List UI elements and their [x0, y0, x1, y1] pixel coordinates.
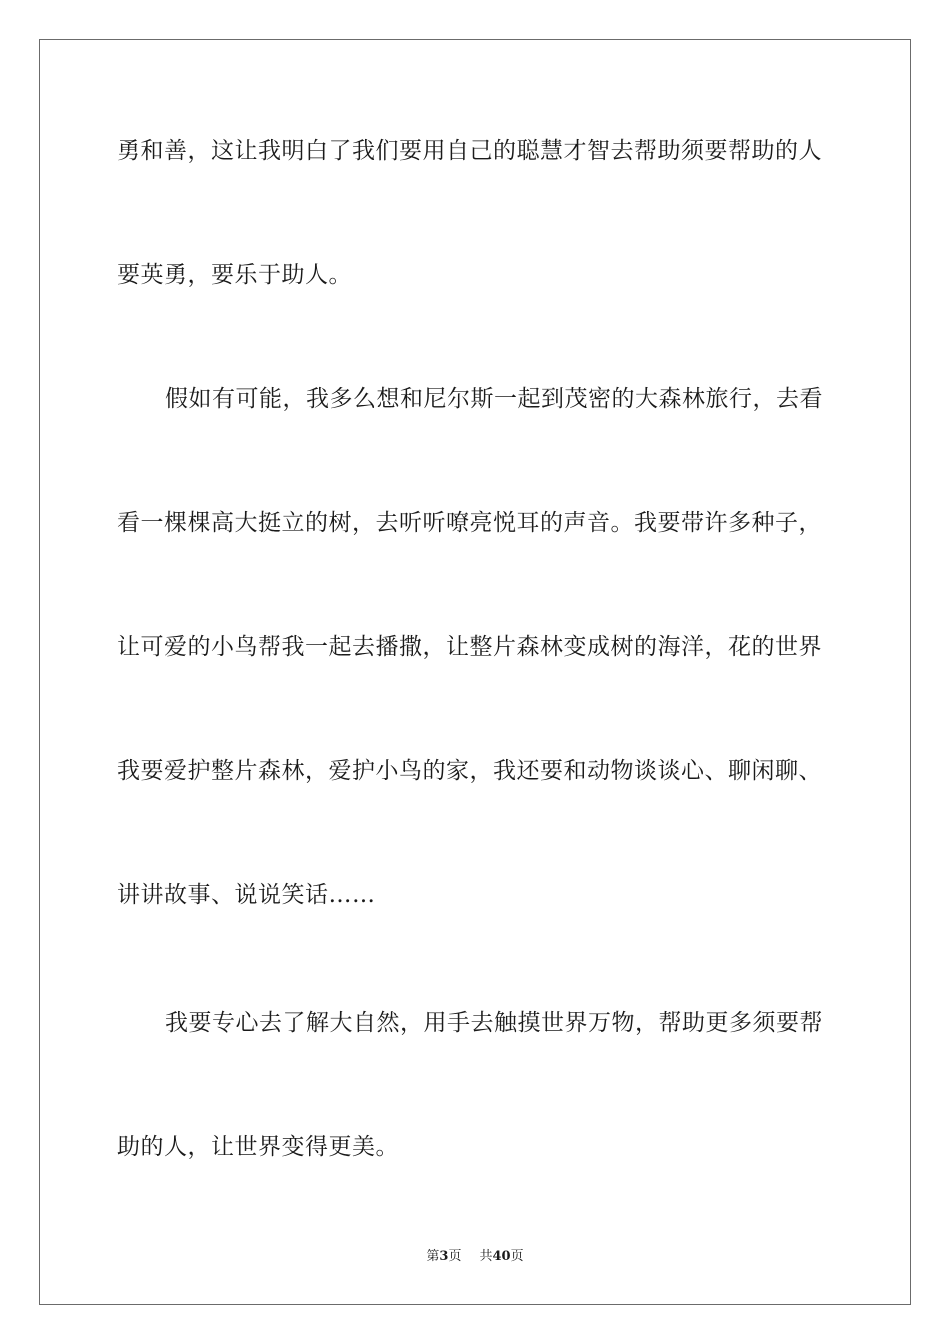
footer-page-suffix: 页 [448, 1249, 462, 1264]
paragraph-2-line-4: 我要爱护整片森林，爱护小鸟的家，我还要和动物谈谈心、聊闲聊、 [117, 758, 822, 784]
page-frame [39, 39, 911, 1305]
text-line-1: 勇和善，这让我明白了我们要用自己的聪慧才智去帮助须要帮助的人 [117, 138, 822, 164]
paragraph-3-line-2: 助的人，让世界变得更美。 [117, 1134, 399, 1160]
footer-page-number: 3 [439, 1249, 449, 1264]
paragraph-2-line-2: 看一棵棵高大挺立的树，去听听嘹亮悦耳的声音。我要带许多种子， [117, 510, 822, 536]
paragraph-2-line-5: 讲讲故事、说说笑话…… [117, 882, 376, 908]
paragraph-2-line-1: 假如有可能，我多么想和尼尔斯一起到茂密的大森林旅行，去看 [165, 386, 823, 412]
page-footer [0, 1248, 950, 1266]
paragraph-3-line-1: 我要专心去了解大自然，用手去触摸世界万物，帮助更多须要帮 [165, 1010, 823, 1036]
footer-page-prefix: 第 [426, 1249, 440, 1264]
paragraph-2-line-3: 让可爱的小鸟帮我一起去播撒，让整片森林变成树的海洋，花的世界 [117, 634, 822, 660]
footer-total-suffix: 页 [510, 1249, 524, 1264]
text-line-2: 要英勇，要乐于助人。 [117, 262, 352, 288]
footer-total-pages: 40 [492, 1249, 511, 1264]
footer-total-prefix: 共 [479, 1249, 493, 1264]
